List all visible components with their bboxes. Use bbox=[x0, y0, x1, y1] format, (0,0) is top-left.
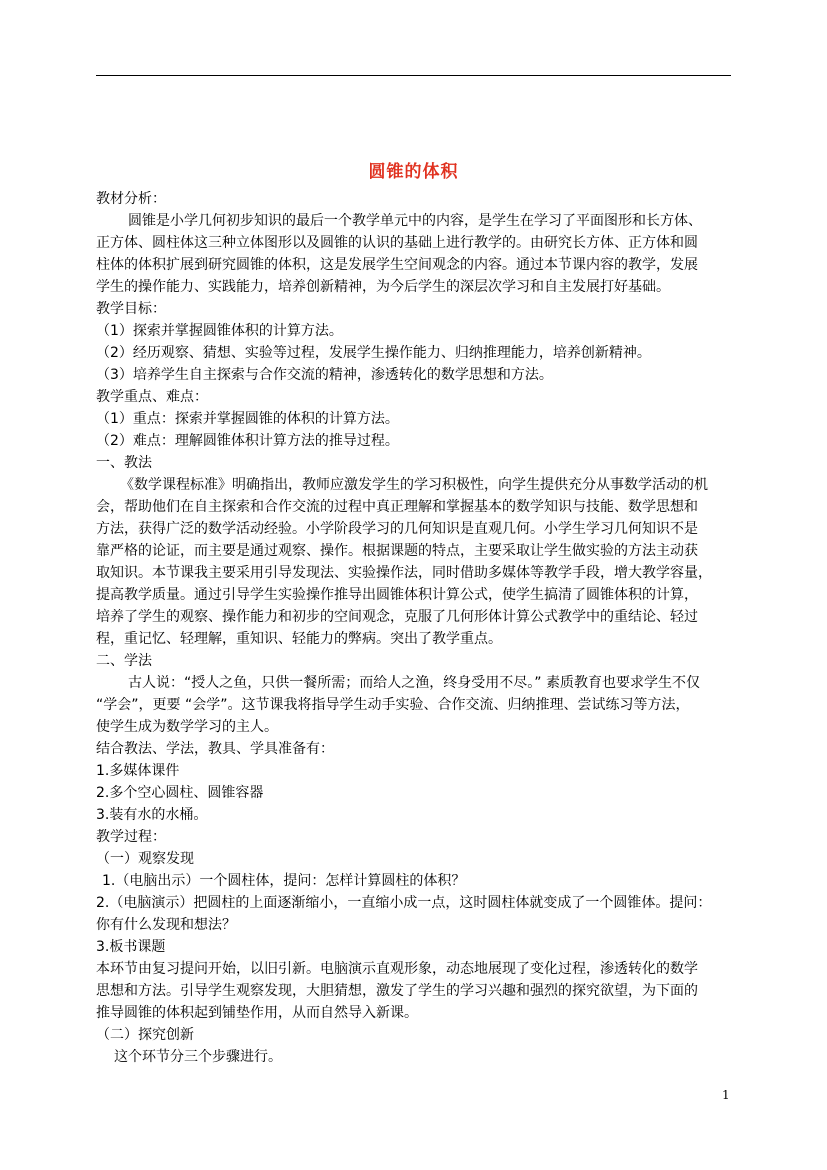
list-item: 2.（电脑演示）把圆柱的上面逐渐缩小，一直缩小成一点，这时圆柱体就变成了一个圆锥体。提问： bbox=[96, 895, 712, 911]
subsection-heading: （二）探究创新 bbox=[96, 1027, 194, 1043]
paragraph-line: 取知识。本节课我主要采用引导发现法、实验操作法，同时借助多媒体等教学手段，增大教学容量， bbox=[96, 565, 712, 581]
paragraph-line: 程，重记忆、轻理解，重知识、轻能力的弊病。突出了教学重点。 bbox=[96, 631, 502, 647]
paragraph-line: 推导圆锥的体积起到铺垫作用，从而自然导入新课。 bbox=[96, 1005, 418, 1021]
paragraph-line: 提高教学质量。通过引导学生实验操作推导出圆锥体积计算公式，使学生搞清了圆锥体积的计算， bbox=[96, 587, 698, 603]
section-heading: 教材分析： bbox=[96, 191, 166, 207]
section-heading: 教学过程： bbox=[96, 829, 166, 845]
page-number: 1 bbox=[722, 1088, 730, 1102]
subsection-heading: （一）观察发现 bbox=[96, 851, 194, 867]
paragraph-line: 会，帮助他们在自主探索和合作交流的过程中真正理解和掌握基本的数学知识与技能、数学思想和 bbox=[96, 499, 698, 515]
paragraph-line: 靠严格的论证，而主要是通过观察、操作。根据课题的特点，主要采取让学生做实验的方法主动获 bbox=[96, 543, 698, 559]
section-heading: 教学重点、难点： bbox=[96, 389, 208, 405]
list-item: 1.多媒体课件 bbox=[96, 763, 180, 779]
list-item: 3.装有水的水桶。 bbox=[96, 807, 208, 823]
paragraph-line: 使学生成为数学学习的主人。 bbox=[96, 719, 278, 735]
paragraph-line: “学会”，更要 “会学”。这节课我将指导学生动手实验、合作交流、归纳推理、尝试练习等方法， bbox=[96, 697, 690, 713]
list-item: （2）难点：理解圆锥体积计算方法的推导过程。 bbox=[96, 433, 399, 449]
paragraph-line: 《数学课程标准》明确指出，教师应激发学生的学习积极性，向学生提供充分从事数学活动的机 bbox=[120, 477, 708, 493]
section-heading: 教学目标： bbox=[96, 301, 166, 317]
document-title: 圆锥的体积 bbox=[368, 162, 459, 182]
paragraph-line: 圆锥是小学几何初步知识的最后一个教学单元中的内容，是学生在学习了平面图形和长方体、 bbox=[128, 213, 702, 229]
paragraph-line: 思想和方法。引导学生观察发现，大胆猜想，激发了学生的学习兴趣和强烈的探究欲望，为下面的 bbox=[96, 983, 698, 999]
list-item: 你有什么发现和想法？ bbox=[96, 917, 236, 933]
paragraph-line: 学生的操作能力、实践能力，培养创新精神，为今后学生的深层次学习和自主发展打好基础。 bbox=[96, 279, 670, 295]
list-item: （1）探索并掌握圆锥体积的计算方法。 bbox=[96, 323, 343, 339]
paragraph-line: 本环节由复习提问开始，以旧引新。电脑演示直观形象，动态地展现了变化过程，渗透转化的数学 bbox=[96, 961, 698, 977]
paragraph-line: 方法，获得广泛的数学活动经验。小学阶段学习的几何知识是直观几何。小学生学习几何知识不是 bbox=[96, 521, 698, 537]
list-item: 3.板书课题 bbox=[96, 939, 166, 955]
paragraph-line: 古人说：“授人之鱼，只供一餐所需；而给人之渔，终身受用不尽。” 素质教育也要求学生不仅 bbox=[128, 675, 700, 691]
list-item: 2.多个空心圆柱、圆锥容器 bbox=[96, 785, 264, 801]
paragraph-line: 结合教法、学法，教具、学具准备有： bbox=[96, 741, 334, 757]
paragraph-line: 这个环节分三个步骤进行。 bbox=[114, 1049, 282, 1065]
list-item: （3）培养学生自主探索与合作交流的精神，渗透转化的数学思想和方法。 bbox=[96, 367, 553, 383]
section-heading: 一、教法 bbox=[96, 455, 152, 471]
section-heading: 二、学法 bbox=[96, 653, 152, 669]
list-item: （1）重点：探索并掌握圆锥的体积的计算方法。 bbox=[96, 411, 399, 427]
document-body bbox=[96, 188, 736, 1068]
paragraph-line: 正方体、圆柱体这三种立体图形以及圆锥的认识的基础上进行教学的。由研究长方体、正方体和圆 bbox=[96, 235, 698, 251]
paragraph-line: 培养了学生的观察、操作能力和初步的空间观念，克服了几何形体计算公式教学中的重结论、轻过 bbox=[96, 609, 698, 625]
list-item: （2）经历观察、猜想、实验等过程，发展学生操作能力、归纳推理能力，培养创新精神。 bbox=[96, 345, 651, 361]
list-item: 1.（电脑出示）一个圆柱体，提问：怎样计算圆柱的体积？ bbox=[102, 873, 466, 889]
header-rule bbox=[96, 75, 731, 76]
paragraph-line: 柱体的体积扩展到研究圆锥的体积，这是发展学生空间观念的内容。通过本节课内容的教学，发展 bbox=[96, 257, 698, 273]
